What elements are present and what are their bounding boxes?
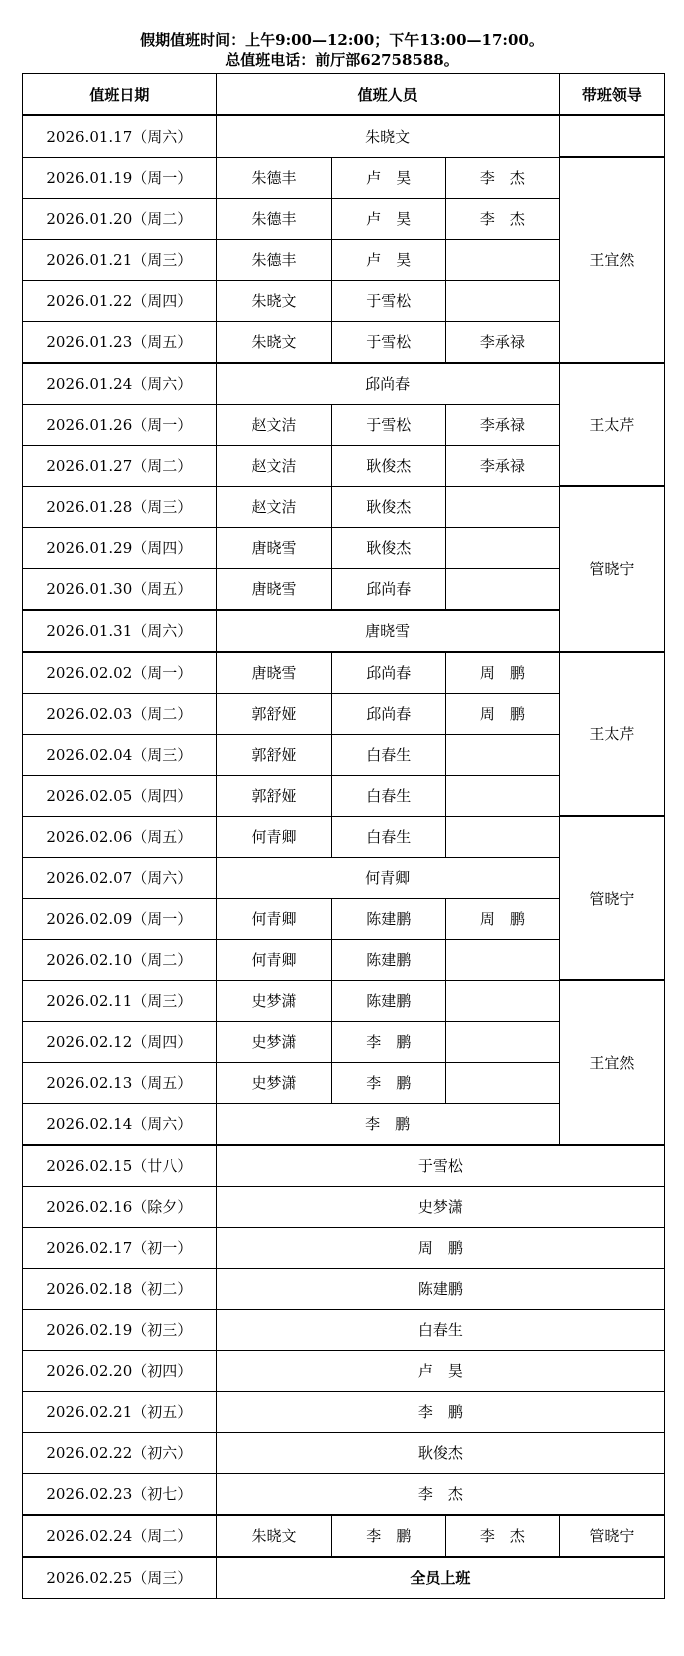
table-row [23, 980, 665, 1021]
duty-staff-wide: 李 杰 [216, 1473, 664, 1515]
header-phone: 总值班电话：前厅部62758588。 [225, 51, 459, 69]
duty-staff-single: 李 鹏 [216, 1103, 559, 1145]
duty-staff-1: 朱德丰 [216, 157, 332, 198]
duty-staff-1: 史梦潇 [216, 980, 332, 1021]
duty-staff-1: 何青卿 [216, 939, 332, 980]
duty-leader [559, 115, 664, 157]
duty-staff-2: 邱尚春 [332, 693, 446, 734]
duty-staff-1: 何青卿 [216, 816, 332, 857]
duty-staff-2: 卢 昊 [332, 157, 446, 198]
duty-staff-2: 耿俊杰 [332, 527, 446, 568]
duty-staff-3: 李 杰 [446, 157, 560, 198]
duty-staff-2: 于雪松 [332, 404, 446, 445]
duty-staff-1: 史梦潇 [216, 1021, 332, 1062]
duty-date: 2026.01.26（周一） [23, 404, 217, 445]
col-header-leader: 带班领导 [559, 74, 664, 116]
duty-leader: 王宜然 [559, 157, 664, 363]
duty-staff-2: 李 鹏 [332, 1021, 446, 1062]
table-row [23, 1350, 665, 1391]
duty-staff-3 [446, 1062, 560, 1103]
table-row [23, 157, 665, 198]
duty-staff-3 [446, 568, 560, 610]
duty-staff-1: 郭舒娅 [216, 734, 332, 775]
duty-date: 2026.02.04（周三） [23, 734, 217, 775]
table-row [23, 1309, 665, 1350]
duty-staff-2: 于雪松 [332, 321, 446, 363]
duty-date: 2026.02.17（初一） [23, 1227, 217, 1268]
duty-staff-wide: 史梦潇 [216, 1186, 664, 1227]
duty-staff-2: 耿俊杰 [332, 445, 446, 486]
duty-date: 2026.01.30（周五） [23, 568, 217, 610]
duty-staff-1: 朱晓文 [216, 321, 332, 363]
duty-table [22, 73, 665, 1599]
duty-date: 2026.02.14（周六） [23, 1103, 217, 1145]
duty-date: 2026.02.07（周六） [23, 857, 217, 898]
duty-date: 2026.02.19（初三） [23, 1309, 217, 1350]
duty-staff-wide: 全员上班 [216, 1557, 664, 1599]
duty-staff-1: 赵文洁 [216, 404, 332, 445]
duty-date: 2026.02.06（周五） [23, 816, 217, 857]
duty-staff-1: 赵文洁 [216, 486, 332, 527]
duty-staff-1: 朱德丰 [216, 239, 332, 280]
duty-staff-3: 李承禄 [446, 445, 560, 486]
duty-leader: 王宜然 [559, 980, 664, 1145]
col-header-staff: 值班人员 [216, 74, 559, 116]
duty-staff-2: 李 鹏 [332, 1515, 446, 1557]
duty-date: 2026.02.24（周二） [23, 1515, 217, 1557]
duty-staff-2: 邱尚春 [332, 652, 446, 694]
duty-date: 2026.02.11（周三） [23, 980, 217, 1021]
duty-staff-3 [446, 1021, 560, 1062]
duty-staff-2: 白春生 [332, 816, 446, 857]
duty-staff-1: 朱德丰 [216, 198, 332, 239]
duty-staff-3 [446, 280, 560, 321]
duty-date: 2026.02.21（初五） [23, 1391, 217, 1432]
duty-date: 2026.01.27（周二） [23, 445, 217, 486]
duty-staff-3: 周 鹏 [446, 693, 560, 734]
duty-staff-3: 李承禄 [446, 404, 560, 445]
duty-date: 2026.01.24（周六） [23, 363, 217, 405]
duty-staff-3 [446, 775, 560, 816]
duty-date: 2026.02.23（初七） [23, 1473, 217, 1515]
table-row [23, 1391, 665, 1432]
duty-date: 2026.02.20（初四） [23, 1350, 217, 1391]
duty-leader: 管晓宁 [559, 486, 664, 652]
duty-staff-3 [446, 939, 560, 980]
duty-date: 2026.02.22（初六） [23, 1432, 217, 1473]
table-header-row [23, 74, 665, 116]
duty-staff-2: 耿俊杰 [332, 486, 446, 527]
duty-staff-1: 唐晓雪 [216, 568, 332, 610]
duty-staff-wide: 卢 昊 [216, 1350, 664, 1391]
table-row [23, 1432, 665, 1473]
duty-staff-2: 陈建鹏 [332, 980, 446, 1021]
duty-staff-2: 邱尚春 [332, 568, 446, 610]
duty-staff-2: 陈建鹏 [332, 898, 446, 939]
duty-date: 2026.01.23（周五） [23, 321, 217, 363]
duty-staff-1: 唐晓雪 [216, 527, 332, 568]
duty-staff-2: 卢 昊 [332, 198, 446, 239]
duty-staff-wide: 白春生 [216, 1309, 664, 1350]
duty-staff-3: 李 杰 [446, 1515, 560, 1557]
duty-staff-2: 白春生 [332, 775, 446, 816]
duty-staff-3 [446, 734, 560, 775]
duty-staff-1: 赵文洁 [216, 445, 332, 486]
duty-staff-3: 周 鹏 [446, 898, 560, 939]
duty-date: 2026.01.29（周四） [23, 527, 217, 568]
duty-staff-1: 朱晓文 [216, 1515, 332, 1557]
duty-staff-3 [446, 239, 560, 280]
table-row [23, 1186, 665, 1227]
duty-staff-1: 何青卿 [216, 898, 332, 939]
duty-date: 2026.02.02（周一） [23, 652, 217, 694]
duty-staff-3 [446, 816, 560, 857]
table-row [23, 1473, 665, 1515]
duty-date: 2026.02.15（廿八） [23, 1145, 217, 1187]
duty-staff-wide: 周 鹏 [216, 1227, 664, 1268]
duty-date: 2026.01.19（周一） [23, 157, 217, 198]
duty-leader: 王太芹 [559, 652, 664, 817]
duty-leader: 王太芹 [559, 363, 664, 487]
header-hours: 假期值班时间：上午9:00—12:00；下午13:00—17:00。 [140, 31, 544, 49]
duty-date: 2026.02.18（初二） [23, 1268, 217, 1309]
duty-leader: 管晓宁 [559, 1515, 664, 1557]
table-row [23, 363, 665, 405]
table-row [23, 115, 665, 157]
duty-date: 2026.02.03（周二） [23, 693, 217, 734]
duty-date: 2026.01.20（周二） [23, 198, 217, 239]
duty-staff-3 [446, 527, 560, 568]
duty-staff-single: 唐晓雪 [216, 610, 559, 652]
duty-date: 2026.01.21（周三） [23, 239, 217, 280]
duty-date: 2026.02.12（周四） [23, 1021, 217, 1062]
duty-date: 2026.02.13（周五） [23, 1062, 217, 1103]
duty-date: 2026.02.10（周二） [23, 939, 217, 980]
duty-staff-2: 陈建鹏 [332, 939, 446, 980]
duty-date: 2026.02.16（除夕） [23, 1186, 217, 1227]
duty-staff-wide: 耿俊杰 [216, 1432, 664, 1473]
duty-staff-wide: 李 鹏 [216, 1391, 664, 1432]
duty-staff-wide: 于雪松 [216, 1145, 664, 1187]
duty-staff-1: 郭舒娅 [216, 693, 332, 734]
duty-staff-1: 朱晓文 [216, 280, 332, 321]
duty-staff-single: 何青卿 [216, 857, 559, 898]
duty-staff-1: 郭舒娅 [216, 775, 332, 816]
table-row [23, 1227, 665, 1268]
duty-date: 2026.01.17（周六） [23, 115, 217, 157]
duty-staff-3: 李 杰 [446, 198, 560, 239]
duty-date: 2026.01.22（周四） [23, 280, 217, 321]
duty-staff-3: 李承禄 [446, 321, 560, 363]
duty-staff-2: 李 鹏 [332, 1062, 446, 1103]
duty-staff-1: 史梦潇 [216, 1062, 332, 1103]
duty-staff-3 [446, 980, 560, 1021]
table-row [23, 1145, 665, 1187]
duty-staff-wide: 陈建鹏 [216, 1268, 664, 1309]
duty-staff-2: 卢 昊 [332, 239, 446, 280]
table-row [23, 652, 665, 694]
duty-date: 2026.02.25（周三） [23, 1557, 217, 1599]
duty-staff-2: 白春生 [332, 734, 446, 775]
table-row [23, 1557, 665, 1599]
table-row [23, 1268, 665, 1309]
table-row [23, 1515, 665, 1557]
duty-date: 2026.02.09（周一） [23, 898, 217, 939]
duty-date: 2026.01.28（周三） [23, 486, 217, 527]
duty-staff-1: 唐晓雪 [216, 652, 332, 694]
table-row [23, 816, 665, 857]
duty-staff-3: 周 鹏 [446, 652, 560, 694]
duty-staff-2: 于雪松 [332, 280, 446, 321]
duty-staff-3 [446, 486, 560, 527]
duty-leader: 管晓宁 [559, 816, 664, 980]
duty-staff-single: 朱晓文 [216, 115, 559, 157]
duty-date: 2026.01.31（周六） [23, 610, 217, 652]
duty-staff-single: 邱尚春 [216, 363, 559, 405]
duty-date: 2026.02.05（周四） [23, 775, 217, 816]
col-header-date: 值班日期 [23, 74, 217, 116]
table-row [23, 486, 665, 527]
